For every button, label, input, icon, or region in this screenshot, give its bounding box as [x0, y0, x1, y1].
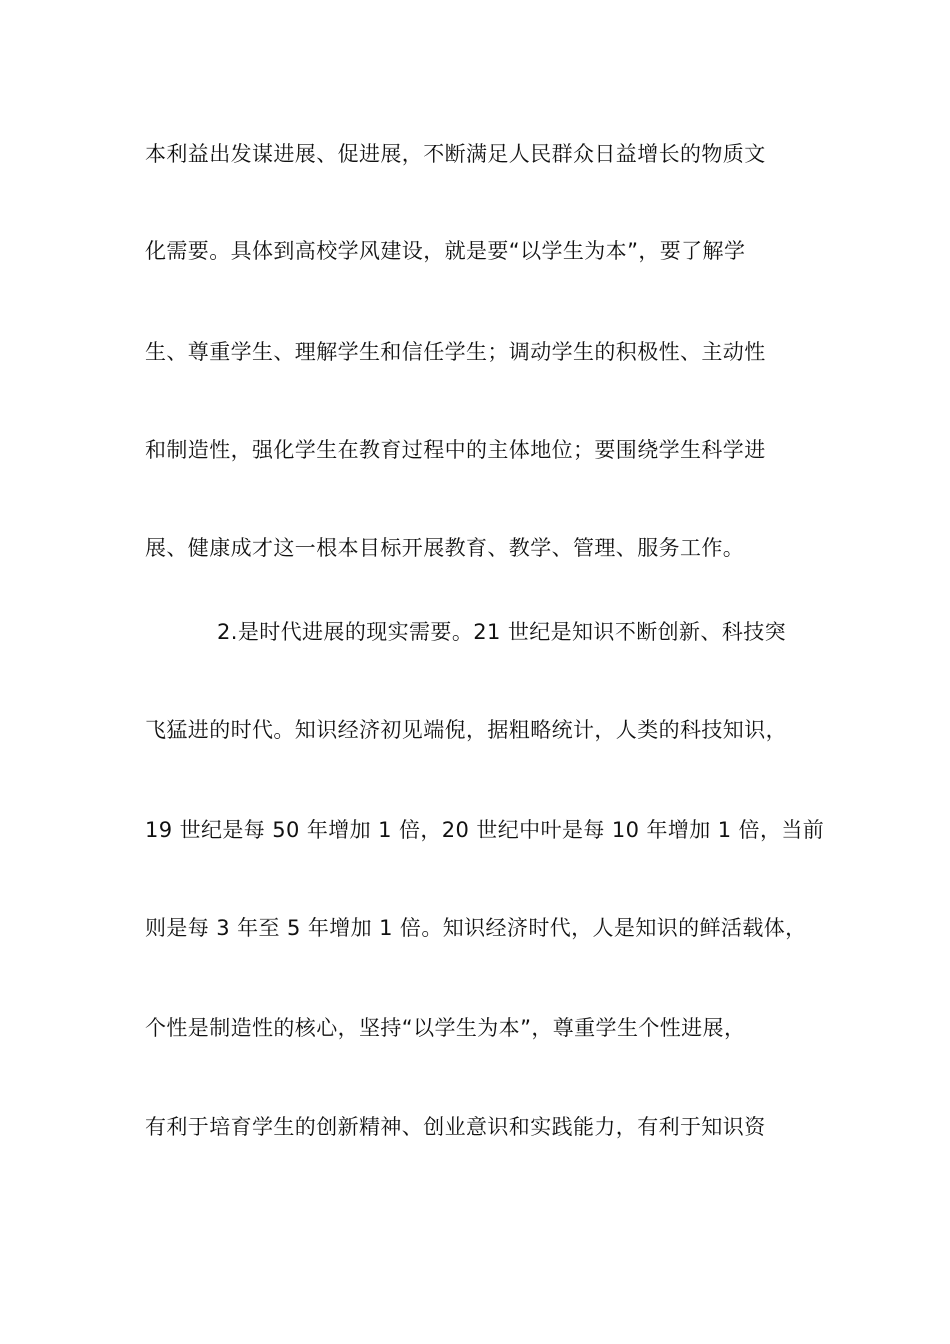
paragraph-line: 和制造性，强化学生在教育过程中的主体地位；要围绕学生科学进 [145, 438, 766, 462]
paragraph-line: 个性是制造性的核心，坚持“以学生为本”，尊重学生个性进展， [145, 1016, 746, 1040]
paragraph-line-indented: 2.是时代进展的现实需要。21 世纪是知识不断创新、科技突 [217, 620, 787, 644]
paragraph-line: 则是每 3 年至 5 年增加 1 倍。知识经济时代，人是知识的鲜活载体， [145, 916, 807, 940]
paragraph-line: 本利益出发谋进展、促进展，不断满足人民群众日益增长的物质文 [145, 142, 766, 166]
paragraph-line: 飞猛进的时代。知识经济初见端倪，据粗略统计，人类的科技知识， [145, 718, 787, 742]
paragraph-line: 化需要。具体到高校学风建设，就是要“以学生为本”，要了解学 [145, 239, 746, 263]
paragraph-line: 生、尊重学生、理解学生和信任学生；调动学生的积极性、主动性 [145, 340, 766, 364]
paragraph-line: 展、健康成才这一根本目标开展教育、教学、管理、服务工作。 [145, 536, 745, 560]
paragraph-line: 有利于培育学生的创新精神、创业意识和实践能力，有利于知识资 [145, 1115, 766, 1139]
paragraph-line: 19 世纪是每 50 年增加 1 倍，20 世纪中叶是每 10 年增加 1 倍，当前 [145, 818, 825, 842]
